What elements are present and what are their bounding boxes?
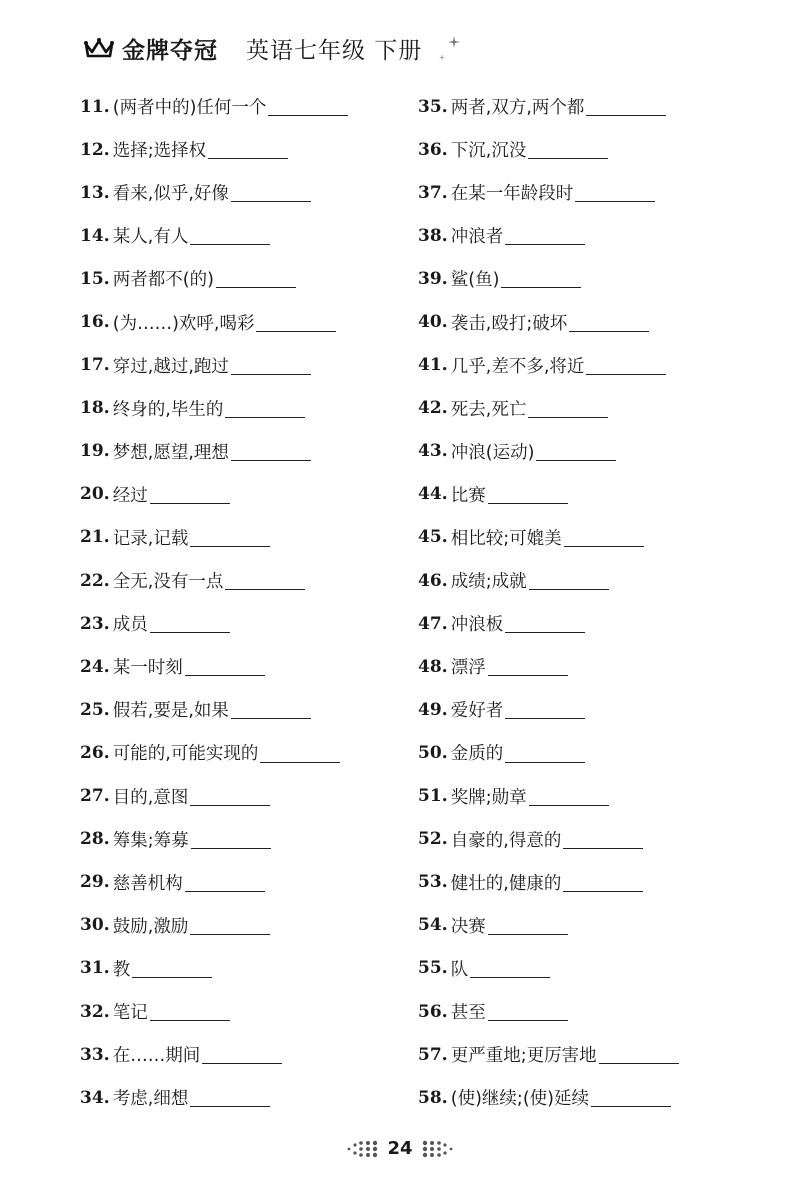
item-text: 教 [112, 959, 131, 980]
item-number: 12 [80, 139, 104, 160]
answer-blank[interactable] [132, 961, 212, 978]
answer-blank[interactable] [191, 832, 271, 849]
answer-blank[interactable] [231, 185, 311, 202]
item-number: 49 [418, 699, 442, 720]
vocab-item [418, 128, 679, 171]
vocab-item [80, 257, 348, 300]
item-number-dot: . [441, 1087, 448, 1108]
vocab-item [418, 990, 679, 1033]
answer-blank[interactable] [488, 659, 568, 676]
crown-icon [84, 36, 114, 60]
answer-blank[interactable] [528, 142, 608, 159]
vocab-item [80, 559, 348, 602]
item-text: 奖牌;勋章 [450, 787, 527, 808]
answer-blank[interactable] [591, 1090, 671, 1107]
item-text: 冲浪(运动) [450, 442, 535, 463]
item-number-dot: . [103, 96, 110, 117]
item-text: 两者都不(的) [112, 270, 214, 291]
vocab-item [80, 128, 348, 171]
left-column [80, 85, 348, 1119]
item-number-dot: . [441, 355, 448, 376]
item-number: 37 [418, 182, 442, 203]
item-number-dot: . [441, 139, 448, 160]
answer-blank[interactable] [231, 444, 311, 461]
item-number: 53 [418, 872, 442, 893]
item-number: 25 [80, 699, 104, 720]
item-text: 冲浪者 [450, 227, 504, 248]
answer-blank[interactable] [529, 573, 609, 590]
page-footer [0, 1138, 800, 1159]
vocab-item [418, 85, 679, 128]
answer-blank[interactable] [505, 746, 585, 763]
vocab-item [80, 171, 348, 214]
vocab-item [418, 559, 679, 602]
vocab-item [418, 861, 679, 904]
vocab-item [418, 171, 679, 214]
answer-blank[interactable] [190, 530, 270, 547]
item-number-dot: . [103, 1001, 110, 1022]
answer-blank[interactable] [488, 1004, 568, 1021]
answer-blank[interactable] [225, 401, 305, 418]
item-number-dot: . [103, 1044, 110, 1065]
item-number: 41 [418, 355, 442, 376]
answer-blank[interactable] [564, 530, 644, 547]
item-number: 55 [418, 958, 442, 979]
item-number: 28 [80, 829, 104, 850]
brand-title: 金牌夺冠 [122, 37, 218, 64]
answer-blank[interactable] [225, 573, 305, 590]
item-number: 16 [80, 312, 104, 333]
item-text: 记录,记载 [112, 528, 189, 549]
item-text: 决赛 [450, 916, 486, 937]
vocab-item [418, 688, 679, 731]
vocab-item [418, 947, 679, 990]
answer-blank[interactable] [231, 358, 311, 375]
item-text: 袭击,殴打;破坏 [450, 313, 568, 334]
answer-blank[interactable] [268, 99, 348, 116]
vocab-item [418, 1076, 679, 1119]
answer-blank[interactable] [488, 487, 568, 504]
item-text: 金质的 [450, 744, 504, 765]
item-number: 11 [80, 96, 104, 117]
answer-blank[interactable] [599, 1047, 679, 1064]
item-number-dot: . [441, 1044, 448, 1065]
vocab-item [418, 1033, 679, 1076]
answer-blank[interactable] [501, 271, 581, 288]
answer-blank[interactable] [260, 746, 340, 763]
answer-blank[interactable] [216, 271, 296, 288]
item-number: 58 [418, 1087, 442, 1108]
vocab-item [80, 904, 348, 947]
item-text: 爱好者 [450, 701, 504, 722]
vocab-item [418, 602, 679, 645]
item-text: 梦想,愿望,理想 [112, 442, 229, 463]
item-text: 选择;选择权 [112, 141, 207, 162]
item-text: 筹集;筹募 [112, 830, 189, 851]
item-number: 38 [418, 225, 442, 246]
item-text: 几乎,差不多,将近 [450, 356, 585, 377]
item-text: 下沉,沉没 [450, 141, 527, 162]
vocab-item [80, 430, 348, 473]
item-text: 在……期间 [112, 1046, 201, 1067]
item-text: 慈善机构 [112, 873, 183, 894]
vocab-item [80, 602, 348, 645]
item-number: 44 [418, 484, 442, 505]
vocab-item [80, 300, 348, 343]
answer-blank[interactable] [505, 616, 585, 633]
item-number: 57 [418, 1044, 442, 1065]
answer-blank[interactable] [586, 99, 666, 116]
item-number-dot: . [103, 1087, 110, 1108]
item-number: 45 [418, 527, 442, 548]
item-text: 终身的,毕生的 [112, 399, 224, 420]
item-number-dot: . [103, 829, 110, 850]
item-number-dot: . [441, 786, 448, 807]
vocab-item [418, 387, 679, 430]
answer-blank[interactable] [586, 358, 666, 375]
item-number: 31 [80, 958, 104, 979]
item-number-dot: . [441, 915, 448, 936]
item-number: 15 [80, 268, 104, 289]
vocab-item [80, 861, 348, 904]
item-text: 两者,双方,两个都 [450, 98, 585, 119]
item-number-dot: . [103, 484, 110, 505]
vocab-item [80, 85, 348, 128]
answer-blank[interactable] [563, 875, 643, 892]
answer-blank[interactable] [185, 875, 265, 892]
vocab-item [80, 214, 348, 257]
item-number-dot: . [441, 225, 448, 246]
item-number-dot: . [103, 872, 110, 893]
item-number: 19 [80, 441, 104, 462]
item-number-dot: . [103, 958, 110, 979]
item-number-dot: . [441, 1001, 448, 1022]
item-number-dot: . [103, 699, 110, 720]
vocab-item [418, 344, 679, 387]
item-number: 39 [418, 268, 442, 289]
vocab-item [80, 688, 348, 731]
item-number: 33 [80, 1044, 104, 1065]
item-text: 可能的,可能实现的 [112, 744, 259, 765]
answer-blank[interactable] [208, 142, 288, 159]
item-text: 成员 [112, 615, 148, 636]
item-number-dot: . [441, 441, 448, 462]
item-text: 相比较;可媲美 [450, 528, 562, 549]
item-number: 35 [418, 96, 442, 117]
answer-blank[interactable] [505, 228, 585, 245]
sparkle-icon [434, 30, 464, 70]
item-number-dot: . [441, 484, 448, 505]
dots-right-icon [419, 1140, 455, 1158]
answer-blank[interactable] [202, 1047, 282, 1064]
item-number: 36 [418, 139, 442, 160]
answer-blank[interactable] [575, 185, 655, 202]
vocab-item [80, 516, 348, 559]
vocab-item [418, 300, 679, 343]
answer-blank[interactable] [569, 315, 649, 332]
item-number: 29 [80, 872, 104, 893]
item-text: 看来,似乎,好像 [112, 184, 229, 205]
item-number-dot: . [441, 829, 448, 850]
vocab-item [418, 645, 679, 688]
vocab-item [80, 473, 348, 516]
vocab-item [418, 904, 679, 947]
item-text: (两者中的)任何一个 [112, 98, 267, 119]
item-text: 自豪的,得意的 [450, 830, 562, 851]
item-text: 鼓励,激励 [112, 916, 189, 937]
item-text: 穿过,越过,跑过 [112, 356, 229, 377]
vocab-item [418, 257, 679, 300]
item-number-dot: . [103, 225, 110, 246]
item-text: 漂浮 [450, 658, 486, 679]
answer-blank[interactable] [190, 918, 270, 935]
item-number: 26 [80, 742, 104, 763]
item-text: 经过 [112, 485, 148, 506]
item-number-dot: . [103, 441, 110, 462]
item-number-dot: . [103, 613, 110, 634]
item-text: 成绩;成就 [450, 572, 527, 593]
answer-blank[interactable] [536, 444, 616, 461]
answer-blank[interactable] [529, 789, 609, 806]
item-number-dot: . [441, 96, 448, 117]
vocab-item [418, 516, 679, 559]
item-text: 目的,意图 [112, 787, 189, 808]
answer-blank[interactable] [231, 702, 311, 719]
vocab-item [418, 430, 679, 473]
item-number: 42 [418, 398, 442, 419]
answer-blank[interactable] [528, 401, 608, 418]
answer-blank[interactable] [505, 702, 585, 719]
item-text: 在某一年龄段时 [450, 184, 574, 205]
item-number-dot: . [103, 656, 110, 677]
item-number-dot: . [441, 699, 448, 720]
item-number-dot: . [441, 742, 448, 763]
item-number: 21 [80, 527, 104, 548]
item-text: 假若,要是,如果 [112, 701, 229, 722]
item-text: 比赛 [450, 485, 486, 506]
vocab-item [80, 1076, 348, 1119]
item-text: 某一时刻 [112, 658, 183, 679]
item-number: 18 [80, 398, 104, 419]
page-number: 24 [387, 1138, 413, 1159]
answer-blank[interactable] [150, 616, 230, 633]
item-number: 20 [80, 484, 104, 505]
item-number: 27 [80, 786, 104, 807]
item-text: 更严重地;更厉害地 [450, 1046, 597, 1067]
item-number: 47 [418, 613, 442, 634]
item-text: 队 [450, 959, 469, 980]
answer-blank[interactable] [488, 918, 568, 935]
item-number: 34 [80, 1087, 104, 1108]
answer-blank[interactable] [190, 228, 270, 245]
item-number: 48 [418, 656, 442, 677]
item-text: 某人,有人 [112, 227, 189, 248]
vocab-item [80, 775, 348, 818]
answer-blank[interactable] [190, 789, 270, 806]
vocab-item [80, 387, 348, 430]
item-text: (为……)欢呼,喝彩 [112, 313, 255, 334]
subject-title: 英语七年级 下册 [246, 37, 423, 64]
vocab-item [418, 775, 679, 818]
item-number-dot: . [441, 182, 448, 203]
item-number-dot: . [103, 527, 110, 548]
answer-blank[interactable] [256, 315, 336, 332]
vocab-item [418, 731, 679, 774]
item-number: 52 [418, 829, 442, 850]
item-number-dot: . [103, 398, 110, 419]
item-number-dot: . [103, 570, 110, 591]
item-number: 13 [80, 182, 104, 203]
item-number: 22 [80, 570, 104, 591]
item-number: 32 [80, 1001, 104, 1022]
item-number: 43 [418, 441, 442, 462]
item-number: 56 [418, 1001, 442, 1022]
item-number-dot: . [103, 312, 110, 333]
item-number-dot: . [103, 915, 110, 936]
vocab-item [80, 947, 348, 990]
item-number-dot: . [441, 527, 448, 548]
item-text: 冲浪板 [450, 615, 504, 636]
item-number: 51 [418, 786, 442, 807]
item-number: 14 [80, 225, 104, 246]
vocab-item [418, 818, 679, 861]
page-header [84, 28, 422, 68]
item-number-dot: . [103, 139, 110, 160]
vocab-item [80, 731, 348, 774]
item-number-dot: . [103, 182, 110, 203]
item-text: 全无,没有一点 [112, 572, 224, 593]
vocab-item [80, 1033, 348, 1076]
item-number: 50 [418, 742, 442, 763]
answer-blank[interactable] [470, 961, 550, 978]
item-text: (使)继续;(使)延续 [450, 1089, 589, 1110]
item-text: 健壮的,健康的 [450, 873, 562, 894]
item-number-dot: . [441, 570, 448, 591]
answer-blank[interactable] [150, 1004, 230, 1021]
answer-blank[interactable] [563, 832, 643, 849]
item-number: 24 [80, 656, 104, 677]
item-number-dot: . [103, 355, 110, 376]
vocab-item [80, 645, 348, 688]
vocab-item [80, 818, 348, 861]
item-number: 54 [418, 915, 442, 936]
item-number-dot: . [441, 398, 448, 419]
item-text: 鲨(鱼) [450, 270, 500, 291]
item-number-dot: . [103, 742, 110, 763]
item-text: 考虑,细想 [112, 1089, 189, 1110]
item-number: 40 [418, 312, 442, 333]
item-text: 甚至 [450, 1003, 486, 1024]
item-number-dot: . [441, 312, 448, 333]
item-number: 30 [80, 915, 104, 936]
vocab-item [418, 214, 679, 257]
dots-left-icon [345, 1140, 381, 1158]
item-number-dot: . [441, 613, 448, 634]
item-number-dot: . [103, 786, 110, 807]
item-number-dot: . [441, 958, 448, 979]
item-number-dot: . [441, 268, 448, 289]
item-number-dot: . [441, 656, 448, 677]
item-text: 笔记 [112, 1003, 148, 1024]
vocab-item [80, 990, 348, 1033]
vocab-item [80, 344, 348, 387]
answer-blank[interactable] [150, 487, 230, 504]
vocab-item [418, 473, 679, 516]
item-number-dot: . [441, 872, 448, 893]
item-text: 死去,死亡 [450, 399, 527, 420]
item-number: 23 [80, 613, 104, 634]
item-number: 46 [418, 570, 442, 591]
answer-blank[interactable] [185, 659, 265, 676]
right-column [418, 85, 679, 1119]
answer-blank[interactable] [190, 1090, 270, 1107]
item-number: 17 [80, 355, 104, 376]
item-number-dot: . [103, 268, 110, 289]
